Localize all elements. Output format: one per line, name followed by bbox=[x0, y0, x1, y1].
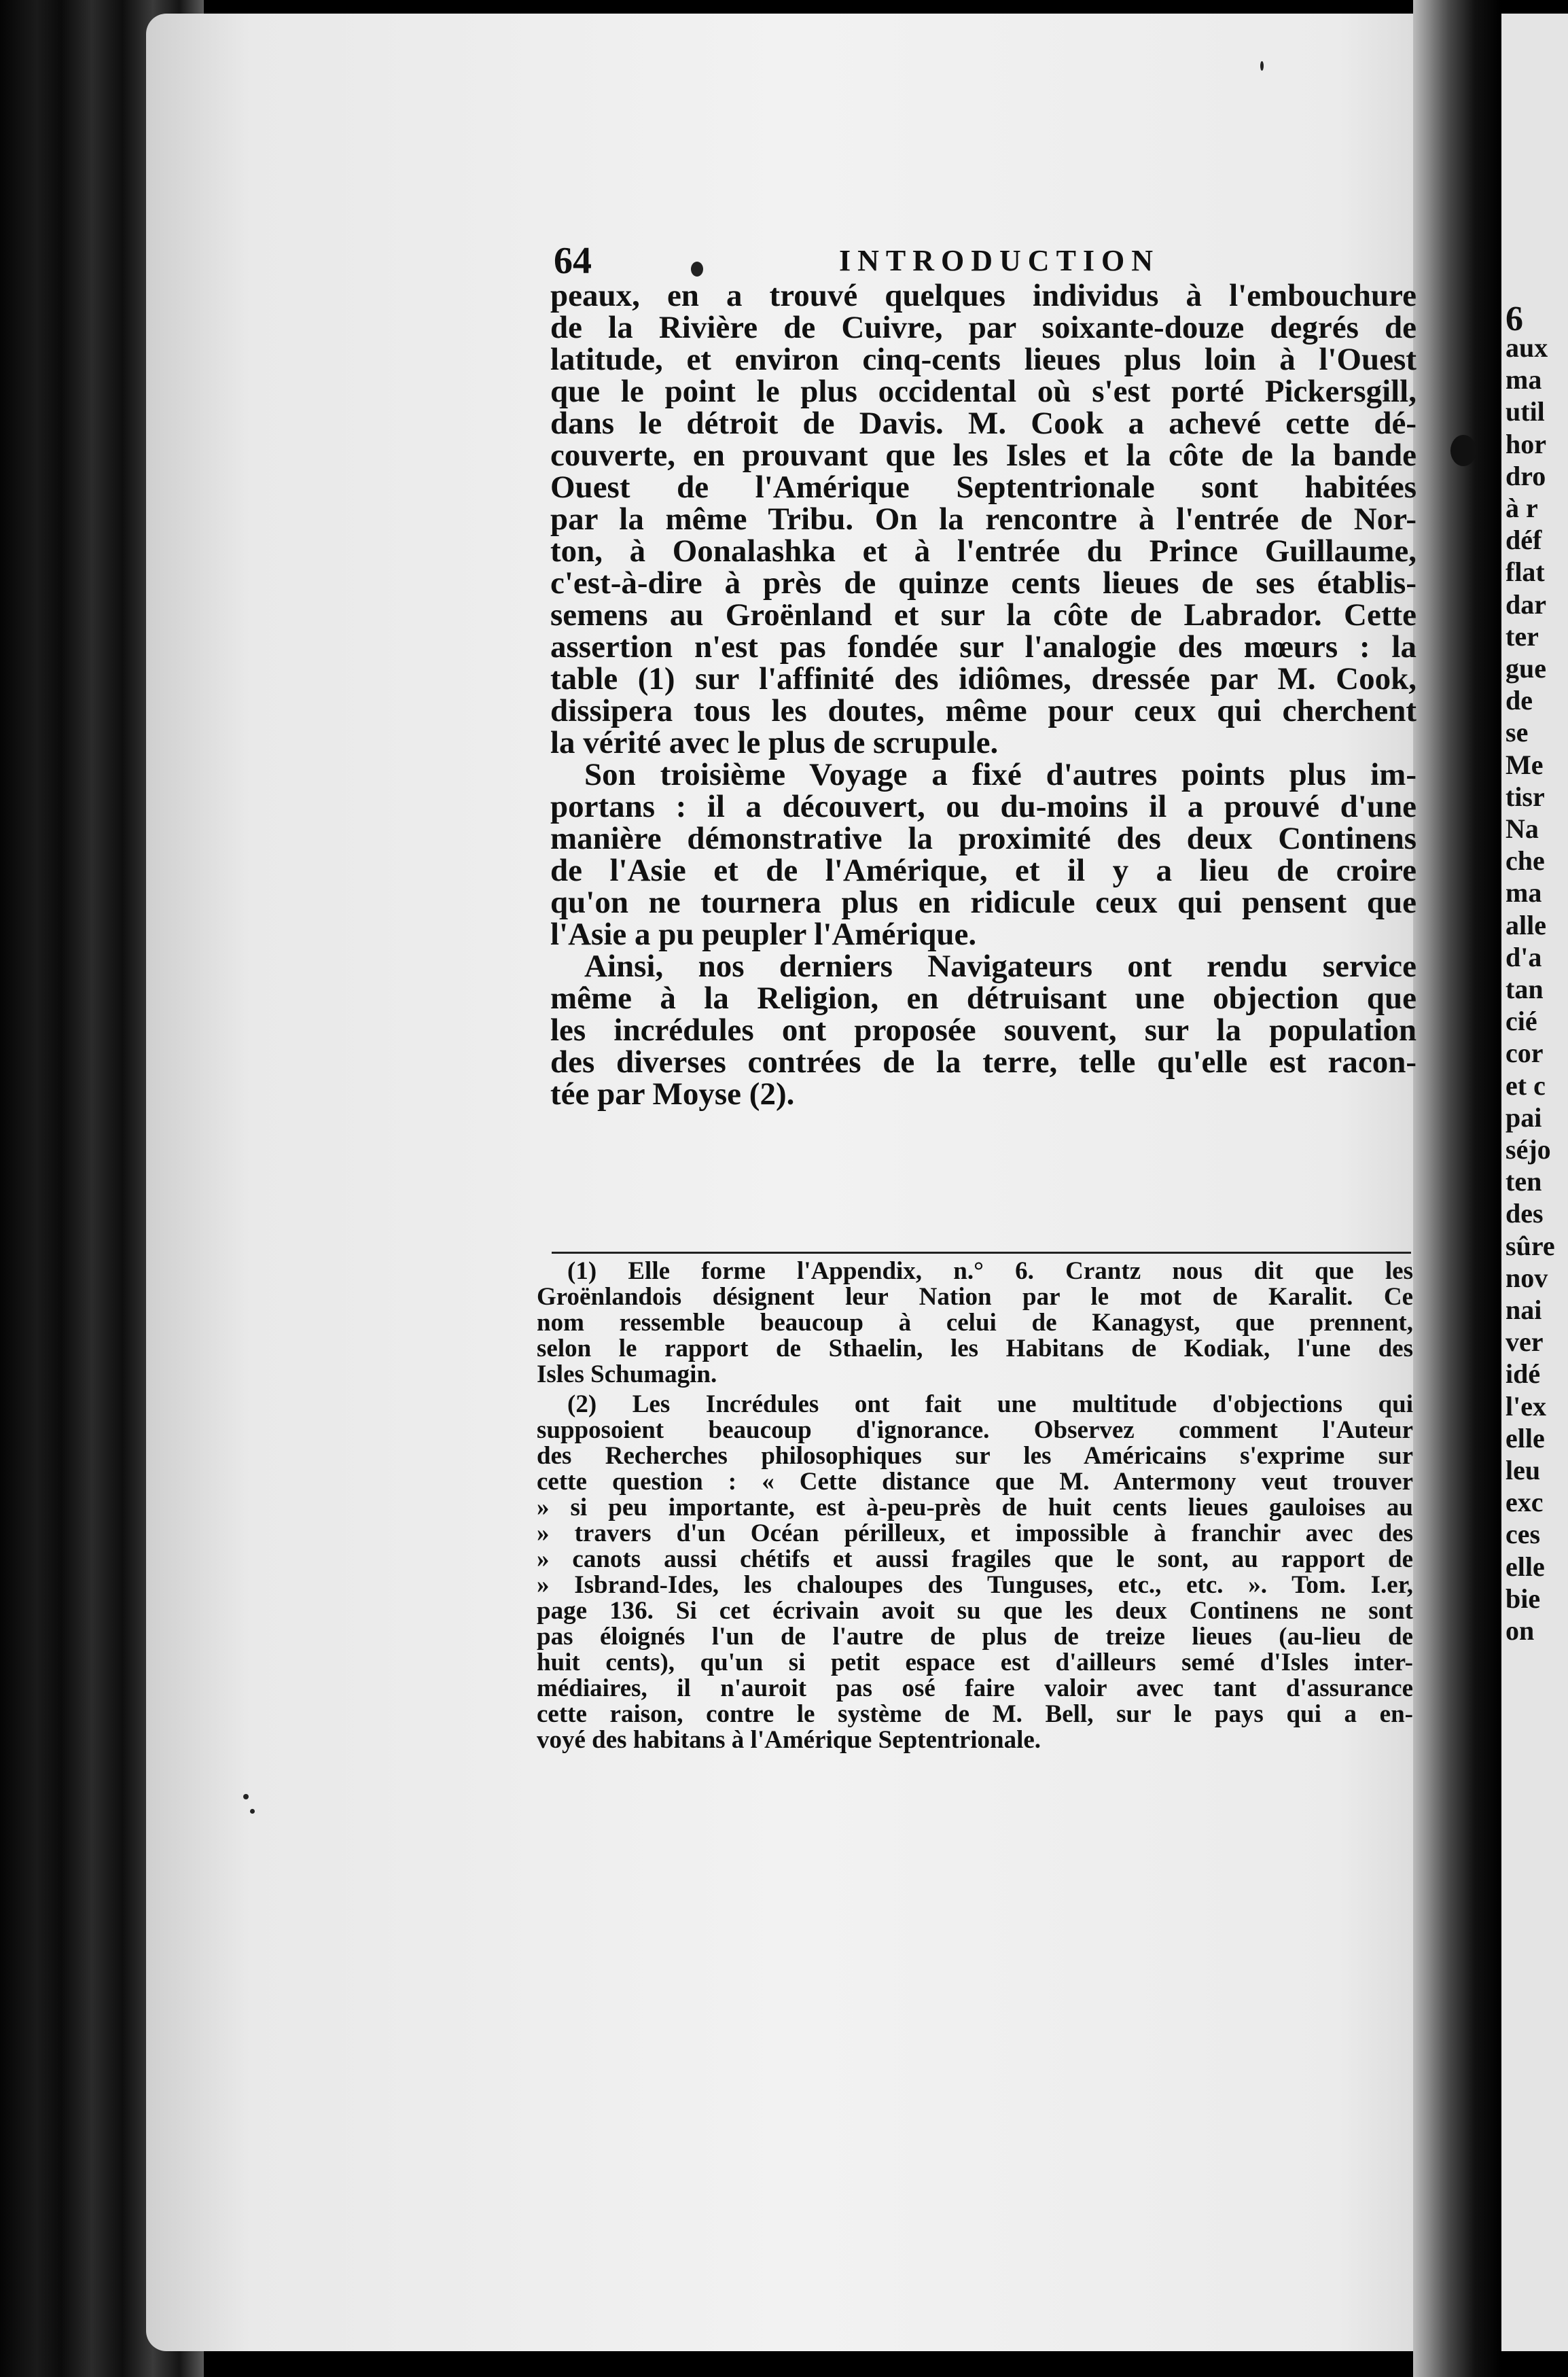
footnote-rule bbox=[552, 1252, 1411, 1254]
footnote-line: (1) Elle forme l'Appendix, n.° 6. Crantz nous dit que les bbox=[567, 1257, 1413, 1285]
facing-page-word: dar bbox=[1505, 588, 1546, 620]
facing-page-word: aux bbox=[1505, 332, 1548, 363]
facing-page-word: cié bbox=[1505, 1006, 1537, 1037]
ink-speck bbox=[243, 1794, 249, 1799]
text-line: Ainsi, nos derniers Navigateurs ont rendu service bbox=[584, 949, 1416, 984]
ink-speck bbox=[1260, 61, 1264, 71]
facing-page-word: se bbox=[1505, 717, 1529, 748]
facing-page-word: de bbox=[1505, 685, 1533, 716]
footnote-line: » travers d'un Océan périlleux, et impossible à franchir avec des bbox=[537, 1519, 1413, 1547]
text-line: même à la Religion, en détruisant une objection que bbox=[550, 981, 1416, 1016]
footnote-line: voyé des habitans à l'Amérique Septentrionale. bbox=[537, 1726, 1041, 1754]
running-head bbox=[554, 239, 1416, 280]
text-line: assertion n'est pas fondée sur l'analogie des mœurs : la bbox=[550, 629, 1416, 665]
facing-page-word: hor bbox=[1505, 428, 1546, 459]
text-line: peaux, en a trouvé quelques individus à l'embouchure bbox=[550, 278, 1416, 313]
text-line: c'est-à-dire à près de quinze cents lieues de ses établis- bbox=[550, 565, 1416, 601]
page-number: 64 bbox=[554, 240, 592, 282]
facing-page-word: l'ex bbox=[1505, 1390, 1546, 1422]
page-gutter-shadow bbox=[1413, 0, 1501, 2377]
text-line: que le point le plus occidental où s'est porté Pickersgill, bbox=[550, 374, 1416, 409]
facing-page-word: déf bbox=[1505, 525, 1542, 556]
facing-page-word: flat bbox=[1505, 557, 1545, 588]
footnotes-block bbox=[537, 1258, 1413, 1753]
facing-page-word: Me bbox=[1505, 749, 1544, 780]
ink-speck bbox=[250, 1809, 255, 1814]
text-line: tée par Moyse (2). bbox=[550, 1076, 795, 1112]
facing-page-word: des bbox=[1505, 1198, 1544, 1229]
text-line: latitude, et environ cinq-cents lieues plus loin à l'Ouest bbox=[550, 342, 1416, 377]
facing-page-word: ter bbox=[1505, 620, 1539, 652]
text-line: par la même Tribu. On la rencontre à l'entrée de Nor- bbox=[550, 501, 1416, 537]
footnote-line: des Recherches philosophiques sur les Américains s'exprime sur bbox=[537, 1442, 1413, 1470]
footnote-line: cette question : « Cette distance que M. Antermony veut trouver bbox=[537, 1468, 1413, 1496]
facing-page-word: à r bbox=[1505, 493, 1538, 523]
facing-page-word: ces bbox=[1505, 1519, 1541, 1550]
footnote-line: (2) Les Incrédules ont fait une multitude d'objections qui bbox=[567, 1390, 1413, 1418]
facing-page-word: gue bbox=[1505, 653, 1546, 684]
text-line: de l'Asie et de l'Amérique, et il y a lieu de croire bbox=[550, 853, 1416, 888]
paper-hole-mark bbox=[1450, 435, 1476, 466]
facing-page-word: cor bbox=[1505, 1038, 1544, 1069]
main-text-block bbox=[550, 280, 1416, 1110]
facing-page-word: ver bbox=[1505, 1326, 1544, 1358]
facing-page-word: elle bbox=[1505, 1422, 1545, 1454]
footnote-line: médiaires, il n'auroit pas osé faire valoir avec tant d'assurance bbox=[537, 1674, 1413, 1702]
facing-page-word: séjo bbox=[1505, 1134, 1551, 1165]
facing-page-word: util bbox=[1505, 396, 1545, 427]
facing-page-word: 6 bbox=[1505, 300, 1523, 338]
ink-speck bbox=[691, 262, 703, 277]
facing-page-word: Na bbox=[1505, 813, 1539, 844]
facing-page-word: idé bbox=[1505, 1358, 1541, 1390]
facing-page-word: ma bbox=[1505, 877, 1542, 909]
facing-page-word: alle bbox=[1505, 909, 1546, 940]
footnote-line: supposoient beaucoup d'ignorance. Observez comment l'Auteur bbox=[537, 1416, 1413, 1444]
text-line: l'Asie a pu peupler l'Amérique. bbox=[550, 917, 977, 952]
text-line: portans : il a découvert, ou du-moins il a prouvé d'une bbox=[550, 789, 1416, 824]
text-line: couverte, en prouvant que les Isles et la côte de la bande bbox=[550, 438, 1416, 473]
text-line: qu'on ne tournera plus en ridicule ceux qui pensent que bbox=[550, 885, 1416, 920]
footnote-line: selon le rapport de Sthaelin, les Habitans de Kodiak, l'une des bbox=[537, 1335, 1413, 1362]
facing-page-word: nov bbox=[1505, 1262, 1548, 1293]
facing-page-word: che bbox=[1505, 845, 1545, 877]
facing-page-word: et c bbox=[1505, 1070, 1546, 1101]
facing-page-word: tisr bbox=[1505, 781, 1545, 812]
facing-page-fragment bbox=[1501, 14, 1568, 2351]
footnote-line: pas éloignés l'un de l'autre de plus de treize lieues (au-lieu de bbox=[537, 1623, 1413, 1651]
facing-page-word: elle bbox=[1505, 1551, 1545, 1582]
text-line: table (1) sur l'affinité des idiômes, dressée par M. Cook, bbox=[550, 661, 1416, 697]
facing-page-word: on bbox=[1505, 1615, 1535, 1646]
facing-page-word: ma bbox=[1505, 364, 1542, 395]
text-line: des diverses contrées de la terre, telle qu'elle est racon- bbox=[550, 1044, 1416, 1080]
facing-page-word: sûre bbox=[1505, 1230, 1555, 1261]
text-line: les incrédules ont proposée souvent, sur la population bbox=[550, 1013, 1416, 1048]
footnote-line: » Isbrand-Ides, les chaloupes des Tunguses, etc., etc. ». Tom. I.er, bbox=[537, 1571, 1413, 1599]
footnote-line: Groënlandois désignent leur Nation par le mot de Karalit. Ce bbox=[537, 1283, 1413, 1311]
text-line: Son troisième Voyage a fixé d'autres points plus im- bbox=[584, 757, 1416, 792]
text-line: la vérité avec le plus de scrupule. bbox=[550, 725, 999, 760]
facing-page-word: dro bbox=[1505, 460, 1546, 491]
text-line: dissipera tous les doutes, même pour ceux qui cherchent bbox=[550, 693, 1416, 728]
facing-page-word: pai bbox=[1505, 1102, 1542, 1133]
facing-page-word: ten bbox=[1505, 1166, 1542, 1197]
running-title: INTRODUCTION bbox=[839, 244, 1160, 277]
facing-page-word: tan bbox=[1505, 974, 1544, 1004]
footnote-line: » canots aussi chétifs et aussi fragiles que le sont, au rapport de bbox=[537, 1545, 1413, 1573]
footnote-line: huit cents), qu'un si petit espace est d'ailleurs semé d'Isles inter- bbox=[537, 1649, 1413, 1676]
footnote-line: » si peu importante, est à-peu-près de huit cents lieues gauloises au bbox=[537, 1494, 1413, 1521]
facing-page-word: d'a bbox=[1505, 941, 1542, 972]
footnote-line: nom ressemble beaucoup à celui de Kanagyst, que prennent, bbox=[537, 1309, 1413, 1337]
facing-page-word: bie bbox=[1505, 1583, 1541, 1614]
text-line: manière démonstrative la proximité des deux Continens bbox=[550, 821, 1416, 856]
facing-page-word: exc bbox=[1505, 1487, 1544, 1518]
footnote-line: cette raison, contre le système de M. Bell, sur le pays qui a en- bbox=[537, 1700, 1413, 1728]
text-line: Ouest de l'Amérique Septentrionale sont habitées bbox=[550, 470, 1416, 505]
facing-page-word: nai bbox=[1505, 1295, 1542, 1325]
text-line: semens au Groënland et sur la côte de Labrador. Cette bbox=[550, 597, 1416, 633]
footnote-line: page 136. Si cet écrivain avoit su que les deux Continens ne sont bbox=[537, 1597, 1413, 1625]
facing-page-word: leu bbox=[1505, 1455, 1541, 1485]
text-line: ton, à Oonalashka et à l'entrée du Prince Guillaume, bbox=[550, 533, 1416, 569]
text-line: de la Rivière de Cuivre, par soixante-douze degrés de bbox=[550, 310, 1416, 345]
text-line: dans le détroit de Davis. M. Cook a achevé cette dé- bbox=[550, 406, 1416, 441]
footnote-line: Isles Schumagin. bbox=[537, 1360, 717, 1388]
